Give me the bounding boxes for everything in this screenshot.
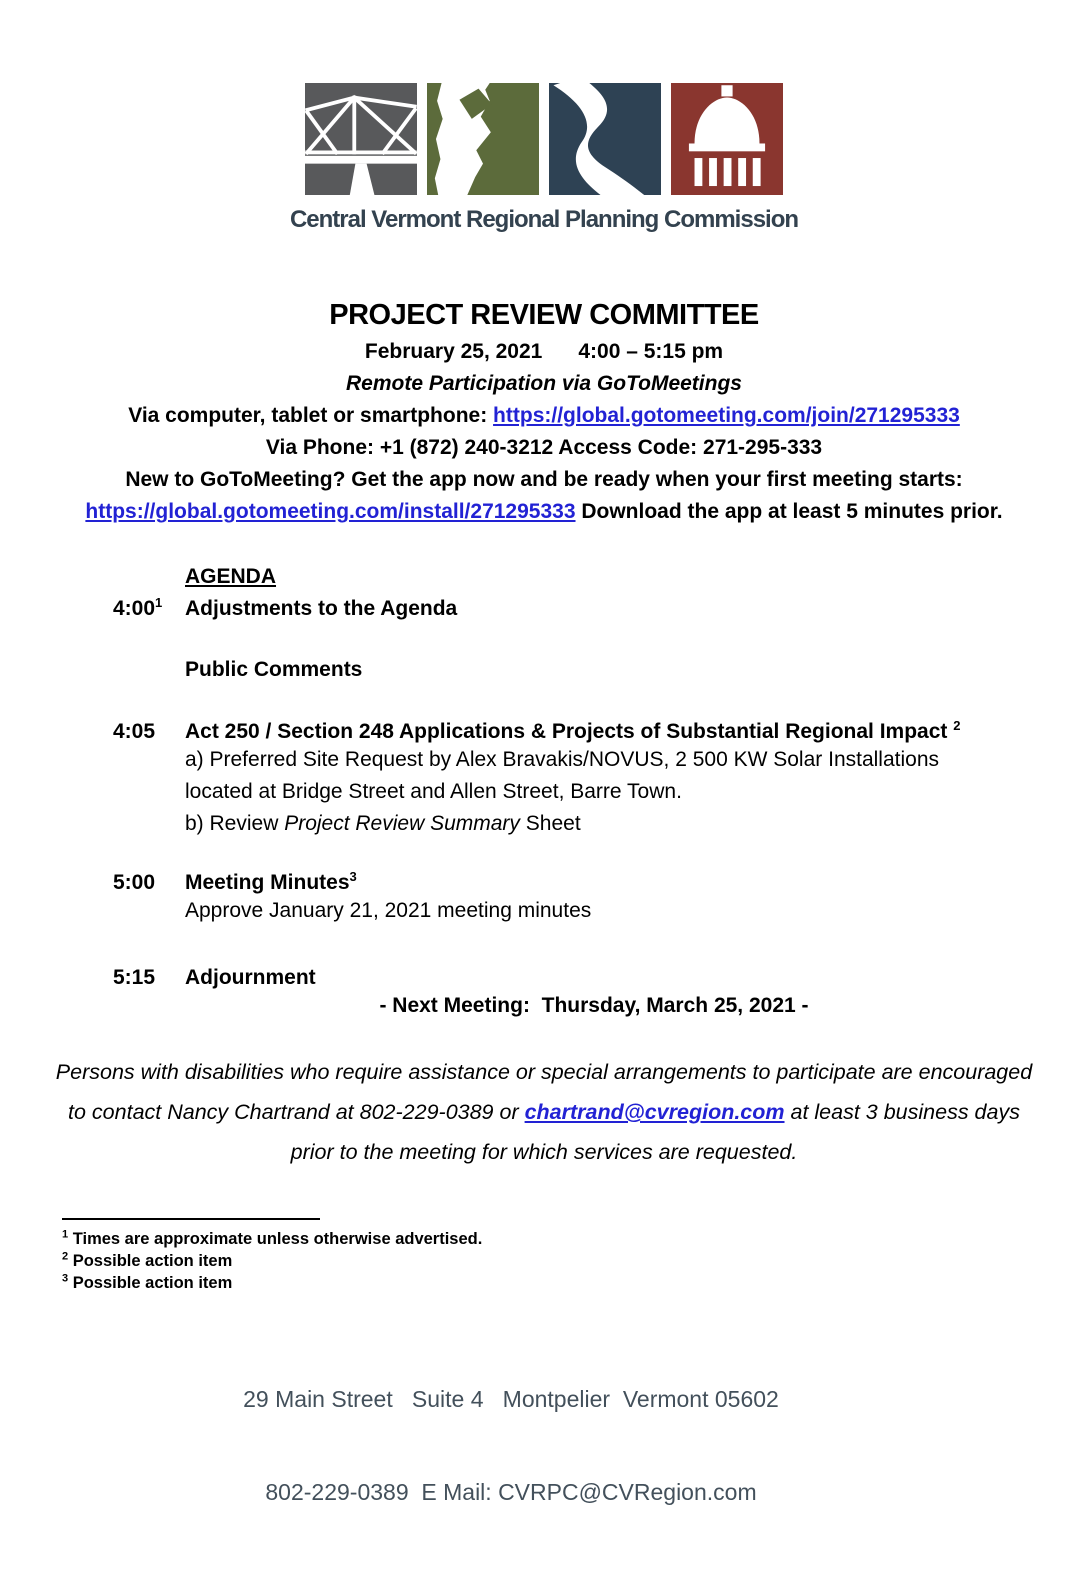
meeting-time-range: 4:00 – 5:15 pm [578, 340, 724, 363]
agenda-item-adjustments [0, 597, 1088, 621]
contact-email-link[interactable]: chartrand@cvregion.com [524, 1100, 785, 1124]
phone-line: Via Phone: +1 (872) 240-3212 Access Code: 271-295-333 [265, 436, 823, 459]
logo-panels [0, 80, 1088, 198]
agenda-time: 4:05 [113, 720, 156, 743]
agenda-item-public-comments [0, 658, 1088, 682]
agenda-item-adjournment [0, 966, 1088, 990]
meeting-date: February 25, 2021 [364, 340, 543, 363]
river-icon [549, 80, 661, 198]
agenda-time: 5:15 [113, 966, 156, 989]
page-title: PROJECT REVIEW COMMITTEE [329, 299, 759, 331]
agenda-item-title: Adjournment [185, 966, 316, 989]
capitol-dome-icon [671, 80, 783, 198]
cvrpc-logo [0, 0, 1088, 234]
footnote-divider [62, 1218, 320, 1220]
gotomeeting-app-line: New to GoToMeeting? Get the app now and be ready when your first meeting starts: [125, 468, 963, 491]
agenda-item-title: Meeting Minutes$^3$ [185, 869, 357, 894]
document-footer [0, 1322, 1022, 1570]
remote-participation-note: Remote Participation via GoToMeetings [346, 372, 742, 395]
bridge-truss-icon [305, 80, 417, 198]
agenda-item-detail: Approve January 21, 2021 meeting minutes [185, 899, 592, 922]
footnote-3: $^3$ Possible action item [62, 1272, 233, 1292]
project-review-summary-title: Project Review Summary [284, 812, 520, 835]
meeting-date-time [0, 338, 1088, 365]
footnote-ref-2: 2 [953, 718, 961, 733]
accessibility-note [52, 1052, 1037, 1172]
agenda-section [0, 565, 1088, 1018]
footnote-2: $^2$ Possible action item [62, 1250, 233, 1270]
footnote-ref-3: 3 [349, 869, 357, 884]
agenda-item-title: Public Comments [185, 658, 363, 681]
install-app-link[interactable]: https://global.gotomeeting.com/install/271295333 [85, 500, 576, 523]
agenda-item-title: Adjustments to the Agenda [185, 597, 458, 620]
install-note: Download the app at least 5 minutes prior. [575, 500, 1003, 523]
vermont-state-icon [427, 80, 539, 198]
next-meeting-line: - Next Meeting: Thursday, March 25, 2021 - [379, 994, 809, 1017]
join-meeting-link[interactable]: https://global.gotomeeting.com/join/271295333 [493, 404, 960, 427]
footnotes-section [62, 1218, 482, 1294]
join-line [0, 402, 1088, 429]
agenda-heading: AGENDA [185, 565, 277, 588]
agenda-item-detail-b: b) Review Project Review Summary Sheet [185, 812, 581, 835]
agenda-time: 4:00$^1$ [113, 595, 163, 620]
agenda-item-title: Act 250 / Section 248 Applications & Projects of Substantial Regional Impact $^2$ [185, 718, 961, 743]
accessibility-note-pre: Persons with disabilities who require assistance or special arrangements to participate are encouraged to contact Nancy Chartrand at 802-229-0389 or [55, 1060, 1033, 1124]
agenda-time: 5:00 [113, 871, 156, 894]
agenda-item-meeting-minutes [0, 871, 1088, 927]
footnote-ref-1: 1 [155, 595, 163, 610]
accessibility-note-post: at least 3 business days prior to the meeting for which services are requested. [290, 1100, 1020, 1164]
join-label: Via computer, tablet or smartphone: [128, 404, 494, 427]
meeting-header [0, 299, 1088, 525]
footer-address: 29 Main Street Suite 4 Montpelier Vermont 05602 [243, 1386, 779, 1412]
agenda-item-detail-a: a) Preferred Site Request by Alex Bravakis/NOVUS, 2 500 KW Solar Installations located at Bridge Street and Allen Street, Barre Town. [185, 748, 940, 803]
agenda-item-act250 [0, 720, 1088, 840]
footer-contact: 802-229-0389 E Mail: CVRPC@CVRegion.com [265, 1479, 757, 1505]
install-line [0, 498, 1088, 525]
footnote-1: $^1$ Times are approximate unless otherwise advertised. [62, 1228, 483, 1248]
org-name: Central Vermont Regional Planning Commission [289, 206, 799, 233]
